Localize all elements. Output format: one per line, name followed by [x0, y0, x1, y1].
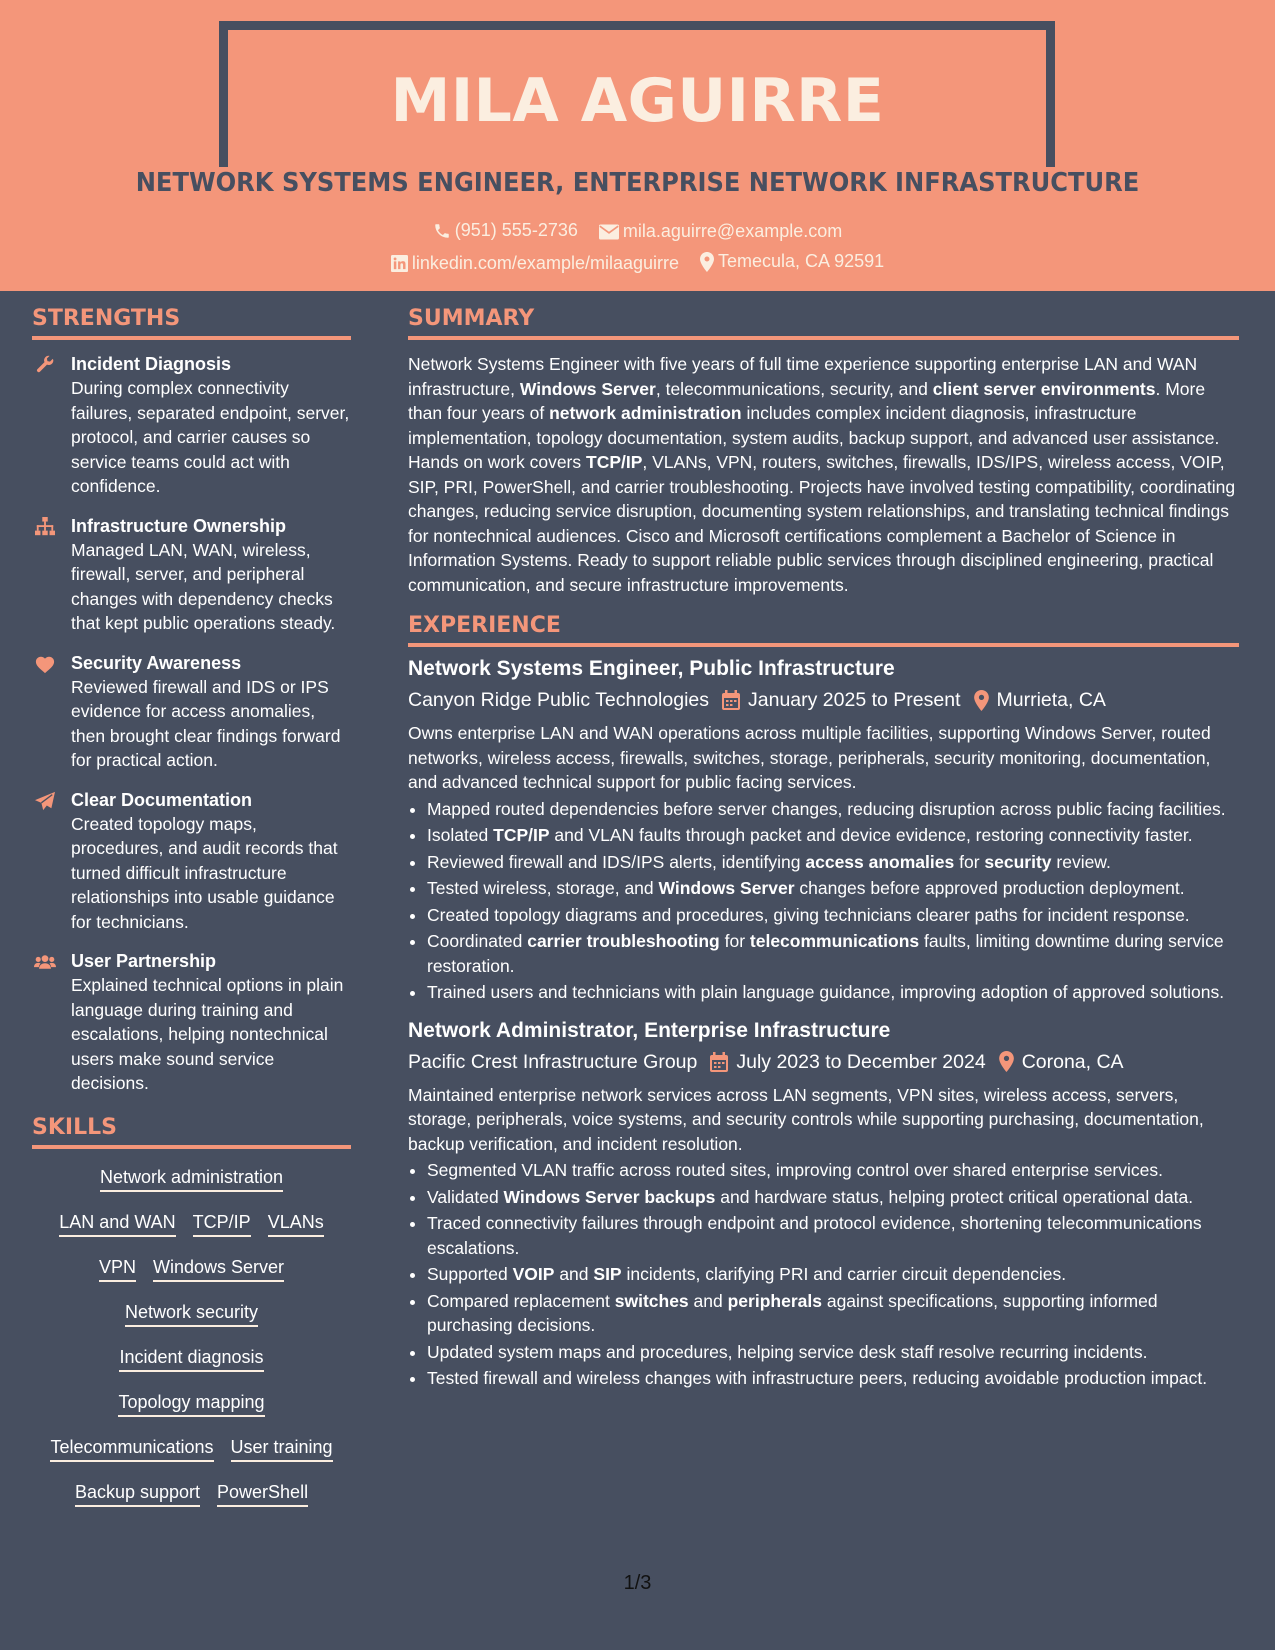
- heart-icon: [34, 654, 56, 674]
- text-run: for: [719, 931, 750, 951]
- job-bullets: [408, 1158, 1239, 1391]
- skill-tag: User training: [231, 1435, 333, 1462]
- strength-item: [32, 352, 351, 499]
- bold-keyword: Windows Server: [658, 878, 795, 898]
- skill-tag: Incident diagnosis: [119, 1345, 263, 1372]
- job-description: Owns enterprise LAN and WAN operations across multiple facilities, supporting Windows Server, routed networks, wireless access, firewalls, switches, storage, peripherals, security monitoring, documentation, and advanced technical support for public facing services.: [408, 723, 1211, 792]
- skill-tag: Topology mapping: [118, 1390, 264, 1417]
- page-number: 1/3: [623, 1572, 652, 1594]
- text-run: Supported: [427, 1264, 513, 1284]
- job-title: Network Systems Engineer, Public Infrastructure: [408, 657, 895, 680]
- job-location: Corona, CA: [1021, 1050, 1124, 1073]
- bold-keyword: TCP/IP: [493, 825, 550, 845]
- strength-desc: Explained technical options in plain language during training and escalations, helping nontechnical users make sound service decisions.: [71, 975, 344, 1093]
- strength-desc: Managed LAN, WAN, wireless, firewall, server, and peripheral changes with dependency checks that kept public operations steady.: [71, 539, 336, 633]
- summary-text: [408, 352, 1239, 597]
- job-meta: [408, 1048, 1239, 1076]
- text-run: Tested wireless, storage, and: [427, 878, 659, 898]
- bullet-item: [427, 850, 1239, 875]
- strength-title: Security Awareness: [71, 652, 242, 673]
- skill-line: [32, 1210, 351, 1255]
- calendar-icon: [722, 690, 740, 710]
- bold-keyword: telecommunications: [749, 931, 920, 951]
- skill-tag: Backup support: [75, 1480, 200, 1507]
- bullet-item: [427, 980, 1239, 1005]
- text-run: and hardware status, helping protect critical operational data.: [715, 1186, 1194, 1207]
- skill-line: [32, 1435, 351, 1480]
- contact-phone[interactable]: [433, 220, 578, 241]
- bullet-item: [427, 1185, 1239, 1210]
- text-run: , telecommunications, security, and: [655, 378, 933, 399]
- bold-keyword: TCP/IP: [586, 452, 643, 472]
- skill-line: [32, 1390, 351, 1435]
- linkedin-text: linkedin.com/example/milaaguirre: [411, 252, 679, 273]
- job-location: Murrieta, CA: [996, 689, 1106, 711]
- text-run: Tested firewall and wireless changes with infrastructure peers, reducing avoidable production impact.: [427, 1368, 1208, 1388]
- job-entry: [408, 655, 1239, 1005]
- map-pin-icon: [974, 690, 989, 711]
- contact-row-2: [0, 251, 1275, 277]
- skill-line: [32, 1165, 351, 1210]
- skill-line: [32, 1255, 351, 1300]
- resume-header: [0, 0, 1275, 291]
- bullet-item: [427, 797, 1239, 822]
- phone-text: (951) 555-2736: [454, 220, 578, 240]
- bullet-item: [427, 823, 1239, 848]
- bold-keyword: SIP: [593, 1264, 622, 1284]
- strength-item: [32, 949, 351, 1096]
- users-icon: [34, 952, 56, 972]
- bold-keyword: Windows Server: [519, 378, 656, 399]
- text-run: . More than four years of: [408, 378, 1206, 423]
- job-company: Canyon Ridge Public Technologies: [408, 689, 710, 711]
- sitemap-icon: [34, 517, 56, 537]
- job-description: Maintained enterprise network services across LAN segments, VPN sites, wireless access, servers, storage, peripherals, voice systems, and security controls while supporting purchasing, documentation, backup verification, and incident resolution.: [408, 1084, 1204, 1154]
- right-column: [408, 306, 1239, 1403]
- strength-item: [32, 651, 351, 773]
- job-meta: [408, 686, 1239, 714]
- job-title: Network Administrator, Enterprise Infrastructure: [408, 1018, 891, 1042]
- skill-line: [32, 1480, 351, 1525]
- text-run: includes complex incident diagnosis, infrastructure implementation, topology documentation, system audits, backup support, and advanced user assistance. Hands on work covers: [408, 403, 1220, 472]
- strengths-list: [32, 352, 351, 1096]
- strength-desc: During complex connectivity failures, separated endpoint, server, protocol, and carrier causes so service teams could act with confidence.: [71, 378, 350, 496]
- bold-keyword: network administration: [549, 403, 742, 423]
- strength-item: [32, 514, 351, 636]
- wrench-icon: [34, 355, 56, 375]
- bold-keyword: carrier troubleshooting: [527, 931, 720, 951]
- skill-tag: PowerShell: [217, 1480, 308, 1507]
- text-run: and: [554, 1264, 594, 1284]
- contact-email[interactable]: [599, 221, 842, 242]
- candidate-headline: NETWORK SYSTEMS ENGINEER, ENTERPRISE NETWORK INFRASTRUCTURE: [135, 168, 1140, 198]
- job-bullets: [408, 797, 1239, 1005]
- text-run: against specifications, supporting informed purchasing decisions.: [427, 1290, 1158, 1335]
- text-run: faults, limiting downtime during service restoration.: [427, 931, 1224, 976]
- text-run: and: [688, 1290, 728, 1311]
- skill-line: [32, 1300, 351, 1345]
- strength-title: Clear Documentation: [71, 789, 253, 810]
- location-text: Temecula, CA 92591: [718, 251, 885, 271]
- bullet-item: [427, 1289, 1239, 1338]
- text-run: review.: [1051, 851, 1111, 872]
- skills-heading: SKILLS: [32, 1115, 351, 1149]
- bold-keyword: switches: [614, 1290, 689, 1311]
- text-run: Isolated: [427, 825, 494, 845]
- bullet-item: [427, 876, 1239, 901]
- bold-keyword: Windows Server backups: [503, 1186, 716, 1207]
- contact-location: [700, 251, 884, 272]
- strengths-heading: STRENGTHS: [32, 306, 351, 340]
- contact-linkedin[interactable]: [391, 253, 679, 274]
- text-run: Updated system maps and procedures, helping service desk staff resolve recurring incidents.: [427, 1341, 1148, 1362]
- bold-keyword: client server environments: [932, 378, 1156, 399]
- skill-tag: VLANs: [268, 1210, 324, 1237]
- experience-heading: EXPERIENCE: [408, 613, 1239, 647]
- job-dates: January 2025 to Present: [748, 689, 961, 711]
- job-company: Pacific Crest Infrastructure Group: [408, 1050, 698, 1073]
- calendar-icon: [710, 1052, 728, 1072]
- map-pin-icon: [700, 252, 714, 272]
- skill-tag: VPN: [99, 1255, 136, 1282]
- paper-plane-icon: [34, 791, 56, 811]
- text-run: Validated: [427, 1186, 504, 1207]
- job-dates: July 2023 to December 2024: [736, 1050, 986, 1073]
- skill-tag: Windows Server: [153, 1255, 284, 1282]
- text-run: Mapped routed dependencies before server changes, reducing disruption across public facing facilities.: [427, 798, 1226, 819]
- left-column: [32, 306, 351, 1525]
- skill-tag: TCP/IP: [193, 1210, 251, 1237]
- bullet-item: [427, 1340, 1239, 1365]
- strength-title: Incident Diagnosis: [71, 354, 232, 374]
- text-run: Coordinated: [427, 931, 528, 951]
- text-run: and VLAN faults through packet and device evidence, restoring connectivity faster.: [549, 825, 1193, 845]
- text-run: for: [954, 851, 985, 872]
- strength-title: User Partnership: [71, 951, 217, 971]
- linkedin-icon: [391, 255, 408, 272]
- job-entry: [408, 1017, 1239, 1391]
- bullet-item: [427, 1211, 1239, 1260]
- text-run: Traced connectivity failures through endpoint and protocol evidence, shortening telecommunications escalations.: [427, 1213, 1202, 1258]
- strength-title: Infrastructure Ownership: [71, 515, 287, 536]
- skill-tag: LAN and WAN: [59, 1210, 175, 1237]
- bold-keyword: peripherals: [727, 1290, 822, 1311]
- text-run: incidents, clarifying PRI and carrier circuit dependencies.: [621, 1264, 1067, 1284]
- strength-desc: Reviewed firewall and IDS or IPS evidence for access anomalies, then brought clear findings forward for practical action.: [71, 676, 341, 770]
- text-run: Created topology diagrams and procedures, giving technicians clearer paths for incident response.: [427, 904, 1190, 925]
- text-run: Network Systems Engineer with five years of full time experience supporting enterprise LAN and WAN infrastructure,: [408, 354, 1198, 399]
- text-run: , VLANs, VPN, routers, switches, firewalls, IDS/IPS, wireless access, VOIP, SIP, PRI, PowerShell, and carrier troubleshooting. Projects have involved testing compatibility, coordinating changes, reducing service disruption, documenting system relationships, and translating technical findings for nontechnical audiences. Cisco and Microsoft certifications complement a Bachelor of Science in Information Systems. Ready to support reliable public services through disciplined engineering, practical communication, and secure infrastructure improvements.: [408, 452, 1236, 595]
- map-pin-icon: [999, 1051, 1014, 1072]
- phone-icon: [433, 222, 451, 240]
- bold-keyword: VOIP: [512, 1264, 555, 1284]
- strength-item: [32, 788, 351, 935]
- text-run: Reviewed firewall and IDS/IPS alerts, identifying: [427, 851, 806, 872]
- skills-list: [32, 1165, 351, 1525]
- envelope-icon: [599, 224, 619, 240]
- text-run: changes before approved production deployment.: [794, 878, 1185, 898]
- text-run: Compared replacement: [427, 1290, 615, 1311]
- skill-line: [32, 1345, 351, 1390]
- contact-row-1: [0, 220, 1275, 245]
- skills-section: [32, 1115, 351, 1525]
- skill-tag: Telecommunications: [50, 1435, 213, 1462]
- summary-heading: SUMMARY: [408, 306, 1239, 340]
- bullet-item: [427, 1366, 1239, 1391]
- candidate-name: MILA AGUIRRE: [390, 66, 885, 136]
- bullet-item: [427, 903, 1239, 928]
- text-run: Trained users and technicians with plain language guidance, improving adoption of approved solutions.: [427, 982, 1225, 1002]
- bold-keyword: security: [984, 851, 1052, 872]
- strength-desc: Created topology maps, procedures, and audit records that turned difficult infrastructure relationships into usable guidance for technicians.: [71, 813, 338, 932]
- bullet-item: [427, 1158, 1239, 1183]
- bold-keyword: access anomalies: [805, 851, 955, 872]
- bullet-item: [427, 1262, 1239, 1287]
- skill-tag: Network administration: [100, 1165, 283, 1192]
- email-text: mila.aguirre@example.com: [622, 221, 843, 241]
- skill-tag: Network security: [125, 1300, 258, 1327]
- bullet-item: [427, 929, 1239, 978]
- text-run: Segmented VLAN traffic across routed sites, improving control over shared enterprise services.: [427, 1160, 1163, 1180]
